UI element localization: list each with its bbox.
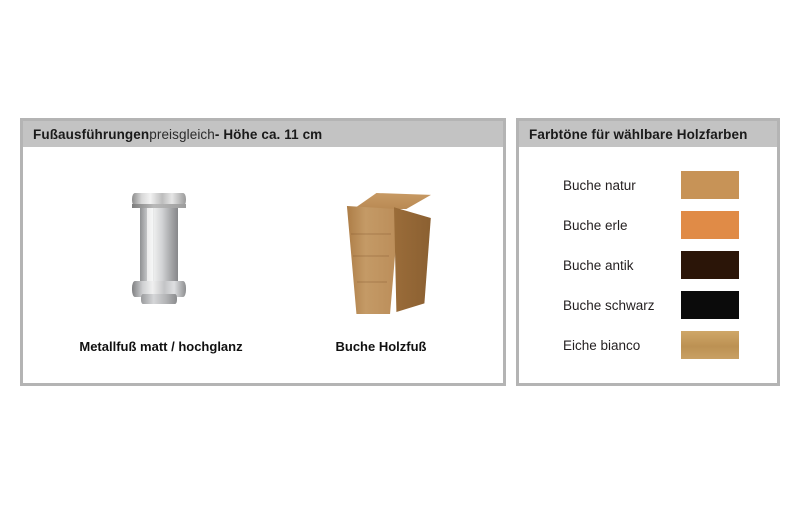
list-item: [519, 205, 777, 245]
wood-colors-header-label: Farbtöne für wählbare Holzfarben: [529, 126, 748, 142]
metal-foot-pad: [141, 294, 177, 304]
color-swatch: [681, 331, 739, 359]
wood-colors-header: [519, 121, 777, 147]
color-swatch: [681, 171, 739, 199]
wood-grain-line: [351, 233, 391, 235]
color-label: Buche natur: [563, 177, 636, 193]
metal-shaft: [140, 208, 178, 284]
list-item: [519, 285, 777, 325]
list-item: [519, 165, 777, 205]
color-swatch: [681, 211, 739, 239]
color-label: Buche schwarz: [563, 297, 655, 313]
wood-side-face: [394, 204, 434, 312]
header-bold-part-1: Fußausführungen: [33, 126, 150, 142]
wood-colors-panel: [516, 118, 780, 386]
color-label: Eiche bianco: [563, 337, 641, 353]
color-label: Buche antik: [563, 257, 634, 273]
list-item: [519, 325, 777, 365]
metal-shaft-highlight: [147, 208, 153, 284]
color-label: Buche erle: [563, 217, 628, 233]
metal-foot-illustration: [123, 193, 195, 323]
color-swatch: [681, 251, 739, 279]
wood-front-face: [343, 206, 399, 314]
wood-grain-line: [357, 281, 387, 283]
foot-versions-header: [23, 121, 503, 147]
wood-grain-line: [353, 255, 389, 257]
wood-foot-caption: Buche Holzfuß: [335, 339, 427, 354]
header-regular-part: preisgleich: [149, 126, 215, 142]
color-swatch: [681, 291, 739, 319]
wood-colors-list: [519, 165, 777, 365]
header-bold-part-2: - Höhe ca. 11 cm: [214, 126, 323, 142]
list-item: [519, 245, 777, 285]
wood-foot-illustration: [339, 193, 435, 319]
metal-foot-caption: Metallfuß matt / hochglanz: [79, 339, 243, 354]
foot-versions-panel: [20, 118, 506, 386]
